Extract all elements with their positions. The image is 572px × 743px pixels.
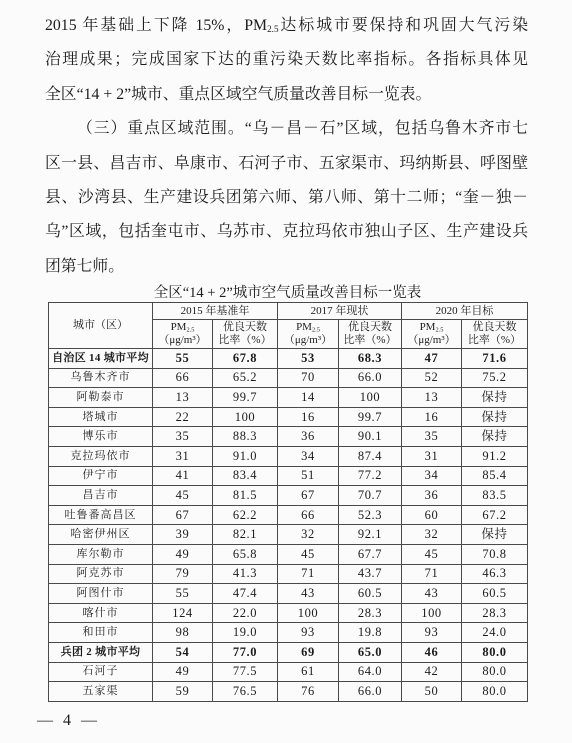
table-row bbox=[49, 388, 528, 408]
cell-rate-2020: 67.2 bbox=[462, 505, 528, 525]
cell-rate-2020: 80.0 bbox=[462, 642, 528, 662]
cell-rate-2020: 46.3 bbox=[462, 564, 528, 584]
cell-rate-2017: 60.5 bbox=[339, 584, 402, 604]
cell-rate-2017: 65.0 bbox=[339, 642, 402, 662]
header-pm25-label bbox=[278, 321, 338, 334]
cell-city: 博乐市 bbox=[49, 427, 153, 447]
cell-rate-2015: 22.0 bbox=[213, 603, 278, 623]
body-line-text: 达标城市要保持和巩固大气污染 bbox=[278, 17, 528, 34]
cell-rate-2020: 71.6 bbox=[462, 349, 528, 369]
cell-city: 五家渠 bbox=[49, 682, 153, 702]
header-rate-line2: 比率（%） bbox=[343, 334, 397, 346]
header-rate-line1: 优良天数 bbox=[223, 321, 267, 333]
cell-pm25-2020: 46 bbox=[402, 642, 462, 662]
body-line: 治理成果；完成国家下达的重污染天数比率指标。各指标具体见 bbox=[45, 51, 528, 69]
cell-rate-2015: 91.0 bbox=[213, 446, 278, 466]
cell-rate-2015: 81.5 bbox=[213, 486, 278, 506]
cell-pm25-2020: 32 bbox=[402, 525, 462, 545]
cell-pm25-2017: 93 bbox=[278, 623, 339, 643]
cell-rate-2020: 91.2 bbox=[462, 446, 528, 466]
cell-pm25-2017: 70 bbox=[278, 368, 339, 388]
body-line: （三）重点区域范围。“乌－昌－石”区域，包括乌鲁木齐市七 bbox=[77, 120, 528, 138]
pm-label: PM bbox=[170, 321, 187, 333]
cell-pm25-2015: 54 bbox=[153, 642, 213, 662]
cell-rate-2015: 65.8 bbox=[213, 544, 278, 564]
header-rate-line1: 优良天数 bbox=[472, 321, 517, 333]
cell-rate-2015: 83.4 bbox=[213, 466, 278, 486]
cell-city: 克拉玛依市 bbox=[49, 446, 153, 466]
pm25-subscript: 2.5 bbox=[186, 326, 195, 334]
cell-rate-2020: 83.5 bbox=[462, 486, 528, 506]
cell-rate-2015: 47.4 bbox=[213, 584, 278, 604]
cell-pm25-2017: 61 bbox=[278, 662, 339, 682]
cell-pm25-2015: 45 bbox=[153, 486, 213, 506]
cell-pm25-2020: 42 bbox=[402, 662, 462, 682]
cell-pm25-2015: 41 bbox=[153, 466, 213, 486]
cell-rate-2020: 60.5 bbox=[462, 584, 528, 604]
cell-pm25-2020: 60 bbox=[402, 505, 462, 525]
table-row bbox=[49, 486, 528, 506]
table-row bbox=[49, 427, 528, 447]
cell-city: 石河子 bbox=[49, 662, 153, 682]
pm-label: PM bbox=[419, 321, 436, 333]
header-year-2017: 2017 年现状 bbox=[278, 303, 402, 320]
cell-pm25-2015: 31 bbox=[153, 446, 213, 466]
table-title: 全区“14 + 2”城市空气质量改善目标一览表 bbox=[153, 285, 422, 301]
cell-rate-2015: 100 bbox=[213, 407, 278, 427]
cell-pm25-2017: 71 bbox=[278, 564, 339, 584]
cell-pm25-2020: 45 bbox=[402, 544, 462, 564]
cell-rate-2015: 67.8 bbox=[213, 349, 278, 369]
cell-rate-2020: 保持 bbox=[462, 388, 528, 408]
table-body bbox=[49, 349, 528, 702]
cell-city: 喀什市 bbox=[49, 603, 153, 623]
table-row bbox=[49, 505, 528, 525]
table-row bbox=[49, 446, 528, 466]
header-pm25-2020 bbox=[402, 320, 462, 349]
cell-rate-2017: 52.3 bbox=[339, 505, 402, 525]
cell-pm25-2017: 32 bbox=[278, 525, 339, 545]
header-pm25-2017 bbox=[278, 320, 339, 349]
cell-rate-2017: 64.0 bbox=[339, 662, 402, 682]
cell-rate-2020: 80.0 bbox=[462, 662, 528, 682]
cell-pm25-2020: 13 bbox=[402, 388, 462, 408]
cell-rate-2015: 82.1 bbox=[213, 525, 278, 545]
cell-rate-2015: 88.3 bbox=[213, 427, 278, 447]
cell-city: 和田市 bbox=[49, 623, 153, 643]
cell-pm25-2015: 22 bbox=[153, 407, 213, 427]
cell-rate-2020: 保持 bbox=[462, 525, 528, 545]
cell-rate-2015: 99.7 bbox=[213, 388, 278, 408]
body-text bbox=[45, 9, 528, 284]
page-number: — 4 — bbox=[37, 712, 100, 729]
cell-rate-2017: 99.7 bbox=[339, 407, 402, 427]
cell-city: 阿勒泰市 bbox=[49, 388, 153, 408]
cell-pm25-2015: 124 bbox=[153, 603, 213, 623]
header-pm25-2015 bbox=[153, 320, 213, 349]
cell-city: 塔城市 bbox=[49, 407, 153, 427]
cell-pm25-2020: 36 bbox=[402, 486, 462, 506]
air-quality-table bbox=[48, 302, 528, 702]
cell-rate-2020: 70.8 bbox=[462, 544, 528, 564]
cell-pm25-2020: 34 bbox=[402, 466, 462, 486]
body-line: 县、沙湾县、生产建设兵团第六师、第八师、第十二师；“奎－独－ bbox=[45, 188, 528, 206]
header-pm25-unit: （μg/m³） bbox=[407, 334, 456, 346]
table-row bbox=[49, 564, 528, 584]
cell-rate-2015: 77.0 bbox=[213, 642, 278, 662]
cell-pm25-2020: 100 bbox=[402, 603, 462, 623]
cell-pm25-2017: 53 bbox=[278, 349, 339, 369]
cell-rate-2020: 85.4 bbox=[462, 466, 528, 486]
cell-rate-2017: 87.4 bbox=[339, 446, 402, 466]
cell-pm25-2020: 50 bbox=[402, 682, 462, 702]
cell-city: 吐鲁番高昌区 bbox=[49, 505, 153, 525]
pm25-subscript: 2.5 bbox=[435, 326, 444, 334]
cell-pm25-2017: 34 bbox=[278, 446, 339, 466]
table-row bbox=[49, 642, 528, 662]
cell-pm25-2020: 16 bbox=[402, 407, 462, 427]
pm-label: PM bbox=[296, 321, 312, 333]
cell-pm25-2015: 55 bbox=[153, 584, 213, 604]
cell-rate-2017: 70.7 bbox=[339, 486, 402, 506]
cell-rate-2017: 19.8 bbox=[339, 623, 402, 643]
table-row bbox=[49, 544, 528, 564]
cell-pm25-2015: 66 bbox=[153, 368, 213, 388]
header-rate-line2: 比率（%） bbox=[467, 334, 522, 346]
cell-city: 库尔勒市 bbox=[49, 544, 153, 564]
cell-rate-2015: 19.0 bbox=[213, 623, 278, 643]
cell-pm25-2015: 35 bbox=[153, 427, 213, 447]
cell-pm25-2015: 39 bbox=[153, 525, 213, 545]
cell-pm25-2017: 16 bbox=[278, 407, 339, 427]
body-line: 全区“14 + 2”城市、重点区域空气质量改善目标一览表。 bbox=[45, 85, 432, 103]
body-line: 团第七师。 bbox=[45, 257, 124, 275]
cell-pm25-2020: 52 bbox=[402, 368, 462, 388]
cell-pm25-2017: 43 bbox=[278, 584, 339, 604]
cell-city: 兵团 2 城市平均 bbox=[49, 642, 153, 662]
cell-rate-2017: 92.1 bbox=[339, 525, 402, 545]
cell-pm25-2017: 66 bbox=[278, 505, 339, 525]
header-row-years bbox=[49, 303, 528, 320]
cell-pm25-2020: 35 bbox=[402, 427, 462, 447]
header-pm25-label bbox=[402, 321, 461, 334]
cell-rate-2015: 62.2 bbox=[213, 505, 278, 525]
cell-city: 自治区 14 城市平均 bbox=[49, 349, 153, 369]
cell-city: 哈密伊州区 bbox=[49, 525, 153, 545]
cell-rate-2015: 65.2 bbox=[213, 368, 278, 388]
cell-city: 伊宁市 bbox=[49, 466, 153, 486]
body-line: 区一县、昌吉市、阜康市、石河子市、五家渠市、玛纳斯县、呼图壁 bbox=[45, 154, 528, 172]
cell-rate-2020: 保持 bbox=[462, 427, 528, 447]
cell-pm25-2017: 14 bbox=[278, 388, 339, 408]
header-year-2015: 2015 年基准年 bbox=[153, 303, 278, 320]
table-row bbox=[49, 584, 528, 604]
cell-pm25-2017: 45 bbox=[278, 544, 339, 564]
table-row bbox=[49, 466, 528, 486]
cell-pm25-2015: 49 bbox=[153, 662, 213, 682]
cell-rate-2015: 76.5 bbox=[213, 682, 278, 702]
cell-pm25-2015: 79 bbox=[153, 564, 213, 584]
header-year-2020: 2020 年目标 bbox=[402, 303, 528, 320]
table-row bbox=[49, 407, 528, 427]
cell-rate-2015: 41.3 bbox=[213, 564, 278, 584]
table-row bbox=[49, 368, 528, 388]
cell-city: 乌鲁木齐市 bbox=[49, 368, 153, 388]
cell-pm25-2017: 69 bbox=[278, 642, 339, 662]
cell-rate-2017: 77.2 bbox=[339, 466, 402, 486]
table-row bbox=[49, 662, 528, 682]
pm25-subscript: 2.5 bbox=[267, 23, 279, 34]
cell-pm25-2017: 36 bbox=[278, 427, 339, 447]
pm25-subscript: 2.5 bbox=[311, 326, 320, 334]
cell-pm25-2015: 49 bbox=[153, 544, 213, 564]
header-pm25-unit: （μg/m³） bbox=[283, 334, 333, 346]
cell-rate-2017: 28.3 bbox=[339, 603, 402, 623]
header-rate-line2: 比率（%） bbox=[218, 334, 272, 346]
table-row bbox=[49, 349, 528, 369]
cell-pm25-2017: 51 bbox=[278, 466, 339, 486]
header-city: 城市（区） bbox=[49, 303, 153, 349]
cell-rate-2020: 保持 bbox=[462, 407, 528, 427]
table-row bbox=[49, 682, 528, 702]
cell-rate-2020: 80.0 bbox=[462, 682, 528, 702]
cell-city: 阿图什市 bbox=[49, 584, 153, 604]
cell-pm25-2015: 13 bbox=[153, 388, 213, 408]
cell-pm25-2017: 100 bbox=[278, 603, 339, 623]
cell-rate-2017: 68.3 bbox=[339, 349, 402, 369]
body-line: 乌”区域，包括奎屯市、乌苏市、克拉玛依市独山子区、生产建设兵 bbox=[45, 223, 528, 241]
cell-pm25-2020: 31 bbox=[402, 446, 462, 466]
header-rate-line1: 优良天数 bbox=[348, 321, 392, 333]
cell-pm25-2020: 71 bbox=[402, 564, 462, 584]
cell-pm25-2015: 55 bbox=[153, 349, 213, 369]
header-rate-2017 bbox=[339, 320, 402, 349]
cell-city: 阿克苏市 bbox=[49, 564, 153, 584]
cell-rate-2020: 28.3 bbox=[462, 603, 528, 623]
cell-pm25-2015: 59 bbox=[153, 682, 213, 702]
cell-pm25-2017: 76 bbox=[278, 682, 339, 702]
cell-rate-2017: 66.0 bbox=[339, 368, 402, 388]
cell-rate-2017: 100 bbox=[339, 388, 402, 408]
table-row bbox=[49, 623, 528, 643]
cell-rate-2020: 75.2 bbox=[462, 368, 528, 388]
cell-rate-2015: 77.5 bbox=[213, 662, 278, 682]
cell-rate-2017: 43.7 bbox=[339, 564, 402, 584]
table-row bbox=[49, 603, 528, 623]
cell-rate-2017: 67.7 bbox=[339, 544, 402, 564]
header-pm25-unit: （μg/m³） bbox=[158, 334, 207, 346]
header-rate-2015 bbox=[213, 320, 278, 349]
body-line bbox=[45, 9, 528, 43]
cell-pm25-2020: 47 bbox=[402, 349, 462, 369]
cell-rate-2020: 24.0 bbox=[462, 623, 528, 643]
cell-pm25-2015: 98 bbox=[153, 623, 213, 643]
cell-rate-2017: 90.1 bbox=[339, 427, 402, 447]
cell-pm25-2017: 67 bbox=[278, 486, 339, 506]
body-line-text: 2015 年基础上下降 15%，PM bbox=[45, 17, 268, 34]
header-pm25-label bbox=[153, 321, 212, 334]
header-rate-2020 bbox=[462, 320, 528, 349]
cell-pm25-2020: 43 bbox=[402, 584, 462, 604]
cell-city: 昌吉市 bbox=[49, 486, 153, 506]
table-row bbox=[49, 525, 528, 545]
cell-pm25-2020: 93 bbox=[402, 623, 462, 643]
cell-pm25-2015: 67 bbox=[153, 505, 213, 525]
cell-rate-2017: 66.0 bbox=[339, 682, 402, 702]
